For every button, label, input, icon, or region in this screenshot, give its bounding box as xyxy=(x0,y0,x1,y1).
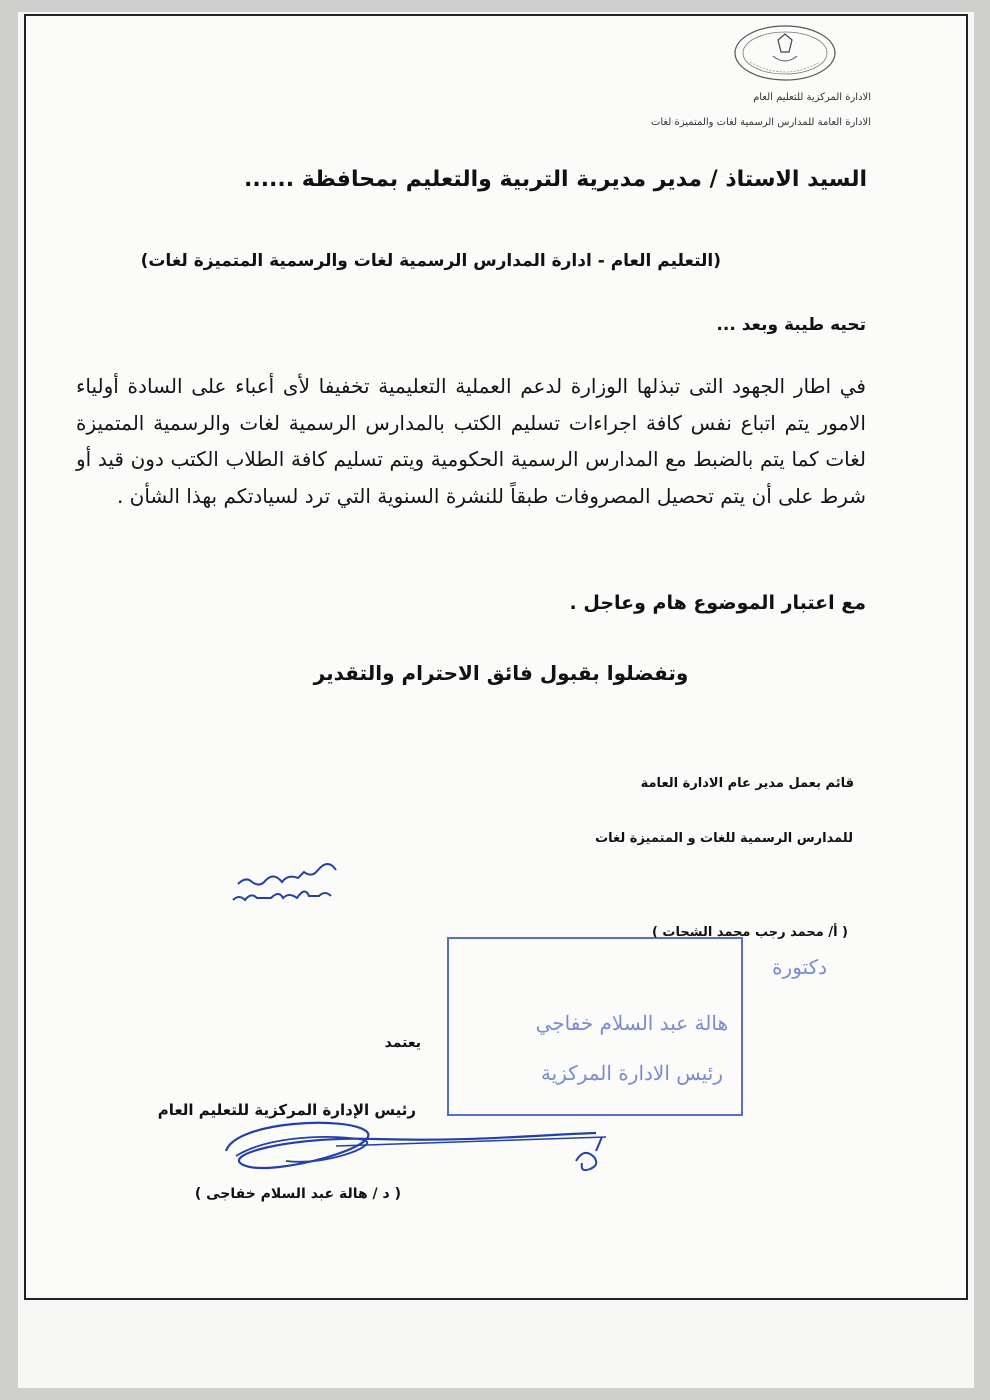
letter-body: في اطار الجهود التى تبذلها الوزارة لدعم العملية التعليمية تخفيفا لأى أعباء على السادة أولياء الامور يتم اتباع نفس كافة اجراءات تسليم الكتب بالمدارس الرسمية لغات والرسمية المتميزة لغات كما يتم بالضبط مع المدارس الرسمية الحكومية ويتم تسليم كافة الطلاب الكتب دون قيد أو شرط على أن يتم تحصيل المصروفات طبقاً للنشرة السنوية التي ترد لسيادتكم بهذا الشأن . xyxy=(76,374,866,508)
approval-handwritten-signature xyxy=(216,1111,636,1191)
stamp-line-3: رئيس الادارة المركزية xyxy=(540,1061,723,1085)
stamp-line-1: دكتورة xyxy=(772,955,827,979)
approval-name: ( د / هالة عبد السلام خفاجى ) xyxy=(194,1186,401,1202)
approval-title: رئيس الإدارة المركزية للتعليم العام xyxy=(157,1101,416,1119)
importance-note: مع اعتبار الموضوع هام وعاجل . xyxy=(569,592,866,614)
signatory1-title: قائم بعمل مدير عام الادارة العامة xyxy=(640,776,854,791)
letter-frame xyxy=(24,14,968,1300)
ministry-seal-icon xyxy=(726,22,844,84)
approval-label: يعتمد xyxy=(384,1035,421,1051)
header-line-1: الادارة المركزية للتعليم العام xyxy=(753,92,871,103)
subject-line: (التعليم العام - ادارة المدارس الرسمية لغات والرسمية المتميزة لغات) xyxy=(140,251,721,271)
stamp-line-2: هالة عبد السلام خفاجي xyxy=(535,1011,728,1035)
greeting: تحيه طيبة وبعد ... xyxy=(716,315,866,335)
addressee: السيد الاستاذ / مدير مديرية التربية والتعليم بمحافظة ...... xyxy=(243,167,867,192)
signatory1-department: للمدارس الرسمية للغات و المتميزة لغات xyxy=(595,831,853,846)
signatory1-handwritten-signature xyxy=(176,848,346,918)
closing-line: وتفضلوا بقبول فائق الاحترام والتقدير xyxy=(313,661,689,685)
signatory1-name: ( أ/ محمد رجب محمد الشحات ) xyxy=(651,925,848,940)
header-line-2: الادارة العامة للمدارس الرسمية لغات والمتميزة لغات xyxy=(650,117,871,128)
